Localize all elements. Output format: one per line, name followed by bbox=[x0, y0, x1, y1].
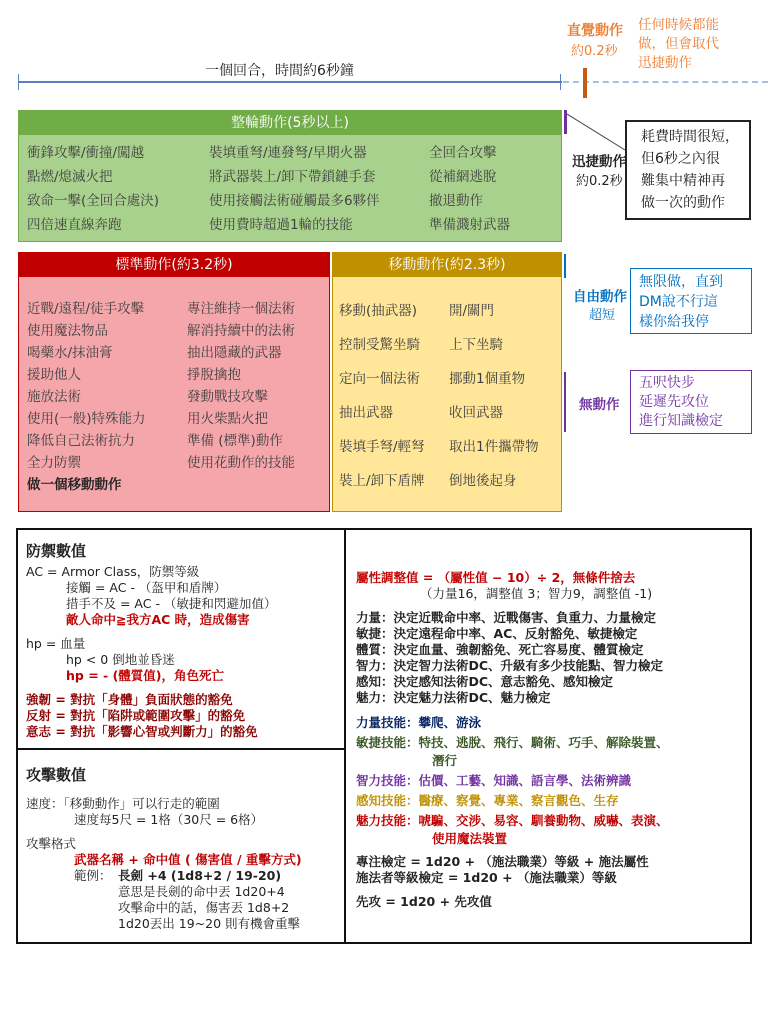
standard-item: 使用花動作的技能 bbox=[187, 455, 295, 471]
standard-item: 近戰/遠程/徒手攻擊 bbox=[27, 301, 145, 317]
move-item: 上下坐騎 bbox=[449, 337, 503, 353]
defense-hp-line: hp = 血量 bbox=[26, 636, 86, 651]
attack-format: 武器名稱 + 命中值 ( 傷害值 / 重擊方式) bbox=[74, 852, 302, 867]
standard-item: 抽出隱藏的武器 bbox=[187, 345, 282, 361]
defense-flat: 措手不及 = AC - （敏捷和閃避加值） bbox=[66, 596, 277, 611]
standard-item: 全力防禦 bbox=[27, 455, 81, 471]
check-initiative: 先攻 = 1d20 + 先攻值 bbox=[356, 894, 492, 909]
swift-note-line: 難集中精神再 bbox=[641, 173, 725, 189]
full-round-item: 裝填重弩/連發弩/早期火器 bbox=[209, 145, 367, 161]
standard-footer: 做一個移動動作 bbox=[27, 477, 122, 493]
full-round-item: 致命一擊(全回合處決) bbox=[27, 193, 160, 209]
attribute-line: 體質：決定血量、強韌豁免、死亡容易度、體質檢定 bbox=[356, 642, 644, 657]
swift-note-box bbox=[625, 120, 751, 220]
attribute-line: 智力：決定智力法術DC、升級有多少技能點、智力檢定 bbox=[356, 658, 664, 673]
attack-speed1: 速度：「移動動作」可以行走的範圍 bbox=[26, 796, 220, 811]
instant-note-line: 任何時候都能 bbox=[638, 17, 719, 33]
full-round-item: 撤退動作 bbox=[429, 193, 483, 209]
standard-item: 使用魔法物品 bbox=[27, 323, 108, 339]
move-header: 移動動作(約2.3秒) bbox=[333, 253, 561, 277]
move-box bbox=[332, 252, 562, 512]
swift-note-line: 做一次的動作 bbox=[641, 195, 725, 211]
move-item: 取出1件攜帶物 bbox=[449, 439, 539, 455]
reference-divider-horizontal bbox=[16, 748, 346, 750]
defense-fort: 強韌 = 對抗「身體」負面狀態的豁免 bbox=[26, 692, 233, 707]
swift-note-line: 但6秒之內很 bbox=[641, 151, 720, 167]
skills-str: 力量技能：攀爬、游泳 bbox=[356, 715, 482, 730]
skills-dex-cont: 潛行 bbox=[432, 753, 458, 768]
attribute-mod-example: （力量16，調整值 3；智力9，調整值 -1) bbox=[420, 586, 653, 601]
skills-cha-cont: 使用魔法裝置 bbox=[432, 831, 508, 846]
check-caster-level: 施法者等級檢定 = 1d20 + （施法職業）等級 bbox=[356, 870, 617, 885]
instant-note-line: 迅捷動作 bbox=[638, 55, 692, 71]
move-item: 移動(抽武器) bbox=[339, 303, 418, 319]
attack-example-label: 範例： bbox=[74, 868, 112, 883]
standard-item: 施放法術 bbox=[27, 389, 81, 405]
instant-title: 直覺動作 bbox=[567, 23, 623, 39]
attack-example-line: 1d20丟出 19~20 則有機會重擊 bbox=[118, 916, 301, 931]
round-line bbox=[18, 81, 562, 83]
no-action-note-box bbox=[630, 370, 752, 434]
attack-example-line: 攻擊命中的話，傷害丟 1d8+2 bbox=[118, 900, 290, 915]
full-round-header: 整輪動作(5秒以上) bbox=[19, 111, 561, 135]
swift-title: 迅捷動作 bbox=[572, 154, 626, 170]
standard-item: 準備 (標準)動作 bbox=[187, 433, 283, 449]
move-item: 裝上/卸下盾牌 bbox=[339, 473, 425, 489]
no-action-title: 無動作 bbox=[579, 397, 620, 413]
move-item: 挪動1個重物 bbox=[449, 371, 526, 387]
attribute-line: 敏捷：決定遠程命中率、AC、反射豁免、敏捷檢定 bbox=[356, 626, 638, 641]
free-note-box bbox=[630, 268, 752, 334]
standard-item: 喝藥水/抹油膏 bbox=[27, 345, 113, 361]
standard-box bbox=[18, 252, 330, 512]
instant-time: 約0.2秒 bbox=[571, 44, 618, 59]
attack-example-line: 意思是長劍的命中丟 1d20+4 bbox=[118, 884, 285, 899]
standard-item: 解消持續中的法術 bbox=[187, 323, 295, 339]
move-item: 抽出武器 bbox=[339, 405, 393, 421]
no-action-marker bbox=[564, 372, 566, 432]
full-round-item: 衝鋒攻擊/衝撞/闖越 bbox=[27, 145, 145, 161]
defense-ac-rule: 敵人命中≧我方AC 時，造成傷害 bbox=[66, 612, 250, 627]
skills-int: 智力技能：估價、工藝、知識、語言學、法術辨識 bbox=[356, 773, 632, 788]
free-note-line: DM說不行這 bbox=[639, 294, 718, 310]
attribute-mod-formula: 屬性調整值 = （屬性值 − 10）÷ 2，無條件捨去 bbox=[356, 570, 636, 585]
attack-speed2: 速度每5尺 = 1格（30尺 = 6格） bbox=[74, 812, 264, 827]
defense-reflex: 反射 = 對抗「陷阱或範圍攻擊」的豁免 bbox=[26, 708, 246, 723]
swift-connector bbox=[567, 112, 627, 152]
skills-dex: 敏捷技能：特技、逃脫、飛行、騎術、巧手、解除裝置、 bbox=[356, 735, 669, 750]
free-time: 超短 bbox=[589, 308, 616, 323]
standard-item: 援助他人 bbox=[27, 367, 81, 383]
attack-title: 攻擊數值 bbox=[26, 766, 87, 784]
free-note-line: 樣你給我停 bbox=[639, 314, 709, 330]
standard-item: 發動戰技攻擊 bbox=[187, 389, 268, 405]
full-round-item: 點燃/熄滅火把 bbox=[27, 169, 113, 185]
full-round-item: 準備濺射武器 bbox=[429, 217, 510, 233]
round-line-right-cap bbox=[560, 74, 561, 90]
skills-wis: 感知技能：醫療、察覺、專業、察言觀色、生存 bbox=[356, 793, 619, 808]
round-label: 一個回合，時間約6秒鐘 bbox=[205, 63, 354, 79]
full-round-item: 使用接觸法術碰觸最多6夥伴 bbox=[209, 193, 380, 209]
standard-item: 專注維持一個法術 bbox=[187, 301, 295, 317]
reference-divider-vertical bbox=[344, 528, 346, 944]
full-round-item: 四倍速直線奔跑 bbox=[27, 217, 122, 233]
move-item: 開/關門 bbox=[449, 303, 495, 319]
standard-item: 掙脫擒抱 bbox=[187, 367, 241, 383]
swift-time: 約0.2秒 bbox=[576, 174, 623, 189]
attribute-line: 感知：決定感知法術DC、意志豁免、感知檢定 bbox=[356, 674, 614, 689]
standard-item: 降低自己法術抗力 bbox=[27, 433, 135, 449]
move-item: 裝填手弩/輕弩 bbox=[339, 439, 425, 455]
move-item: 控制受驚坐騎 bbox=[339, 337, 420, 353]
defense-hp-down: hp < 0 倒地並昏迷 bbox=[66, 652, 175, 667]
attribute-line: 魅力：決定魅力法術DC、魅力檢定 bbox=[356, 690, 551, 705]
free-note-line: 無限做，直到 bbox=[639, 274, 723, 290]
skills-cha: 魅力技能：唬騙、交涉、易容、馴養動物、威嚇、表演、 bbox=[356, 813, 669, 828]
free-marker bbox=[564, 254, 566, 278]
full-round-item: 將武器裝上/卸下帶鎖鏈手套 bbox=[209, 169, 376, 185]
standard-header: 標準動作(約3.2秒) bbox=[19, 253, 329, 277]
no-action-note-line: 五呎快步 bbox=[639, 375, 695, 391]
round-line-left-cap bbox=[18, 74, 19, 90]
defense-hp-dead: hp = - (體質值)，角色死亡 bbox=[66, 668, 224, 683]
standard-item: 使用(一般)特殊能力 bbox=[27, 411, 146, 427]
defense-ac-line: AC = Armor Class，防禦等級 bbox=[26, 564, 200, 579]
full-round-box bbox=[18, 110, 562, 242]
defense-will: 意志 = 對抗「影響心智或判斷力」的豁免 bbox=[26, 724, 258, 739]
defense-title: 防禦數值 bbox=[26, 542, 87, 560]
check-concentration: 專注檢定 = 1d20 + （施法職業）等級 + 施法屬性 bbox=[356, 854, 649, 869]
instant-dashed-line bbox=[563, 81, 768, 83]
attribute-line: 力量：決定近戰命中率、近戰傷害、負重力、力量檢定 bbox=[356, 610, 657, 625]
full-round-item: 使用費時超過1輪的技能 bbox=[209, 217, 353, 233]
attack-example: 長劍 +4 (1d8+2 / 19-20) bbox=[118, 868, 282, 883]
no-action-note-line: 進行知識檢定 bbox=[639, 413, 723, 429]
full-round-item: 從補網逃脫 bbox=[429, 169, 497, 185]
no-action-note-line: 延遲先攻位 bbox=[639, 394, 709, 410]
defense-touch: 接觸 = AC - （盔甲和盾牌） bbox=[66, 580, 227, 595]
free-title: 自由動作 bbox=[573, 289, 627, 305]
move-item: 倒地後起身 bbox=[449, 473, 517, 489]
attack-format-title: 攻擊格式 bbox=[26, 836, 77, 851]
move-item: 定向一個法術 bbox=[339, 371, 420, 387]
move-item: 收回武器 bbox=[449, 405, 503, 421]
full-round-item: 全回合攻擊 bbox=[429, 145, 497, 161]
instant-note bbox=[638, 16, 719, 73]
instant-note-line: 做，但會取代 bbox=[638, 36, 719, 52]
standard-item: 用火柴點火把 bbox=[187, 411, 268, 427]
swift-note-line: 耗費時間很短， bbox=[641, 129, 739, 145]
instant-marker bbox=[583, 68, 587, 98]
